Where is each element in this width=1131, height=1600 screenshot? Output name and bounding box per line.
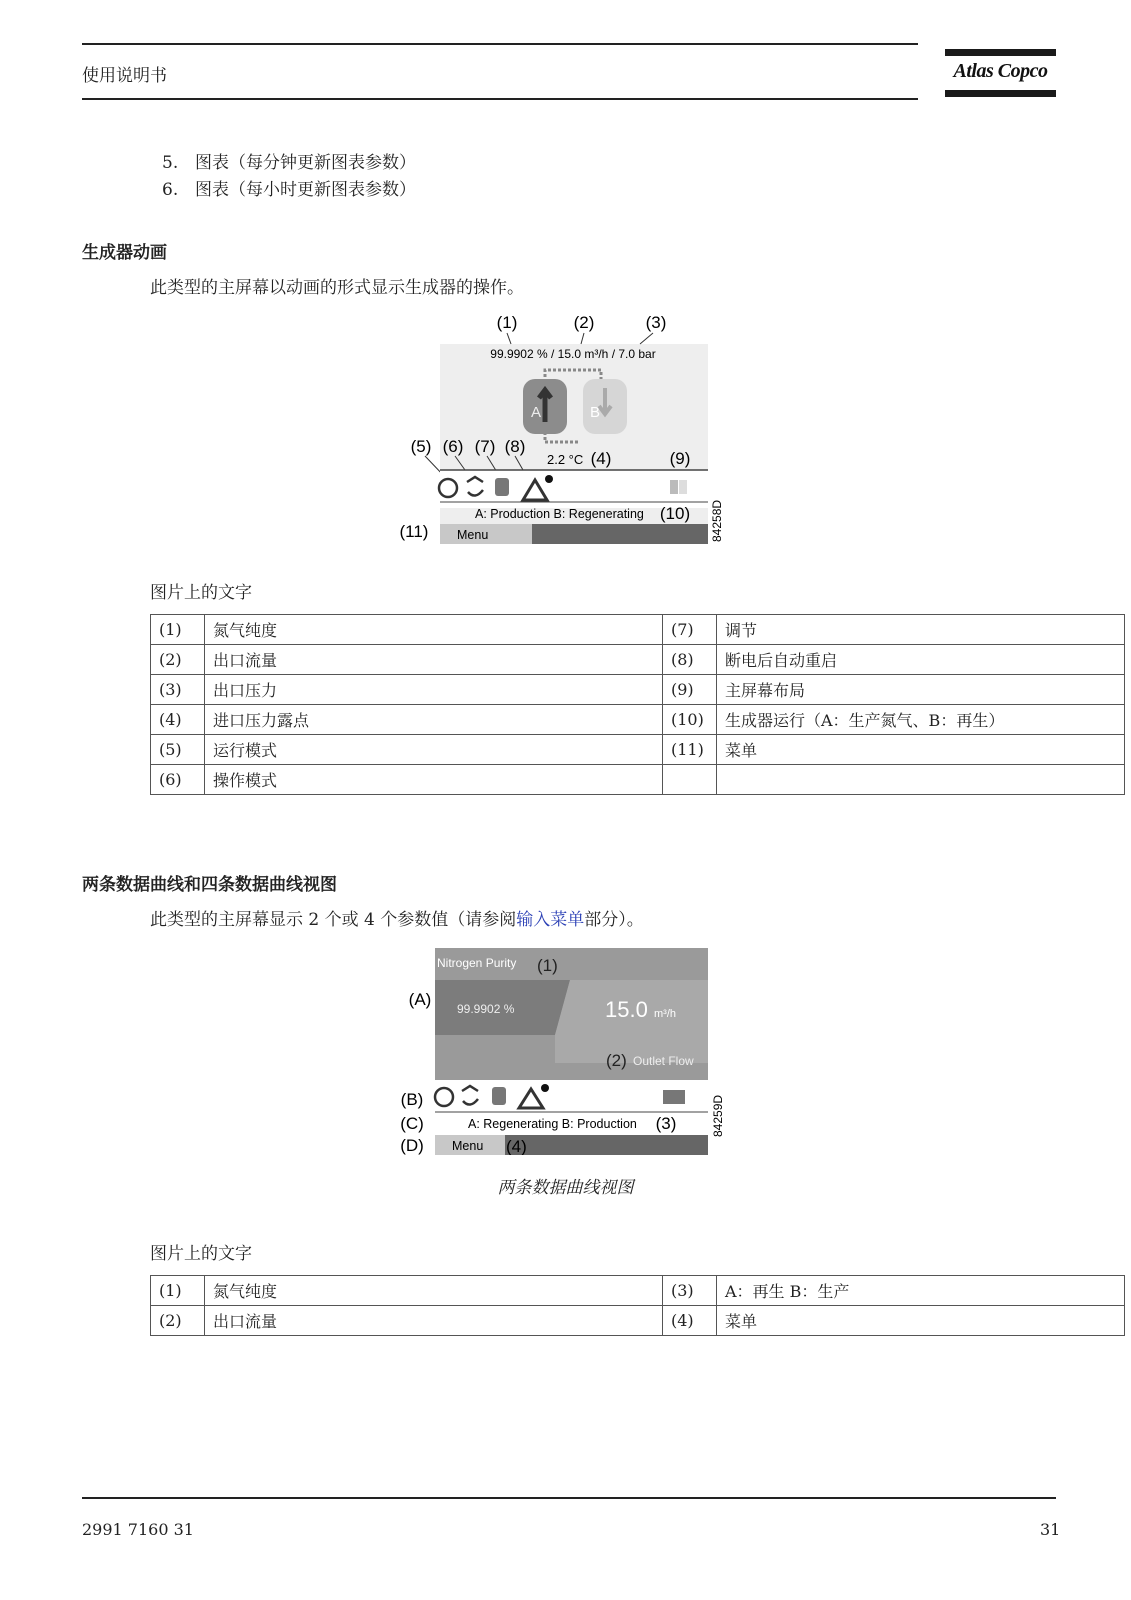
callout-1: (1) — [496, 313, 518, 332]
legend-title: 图片上的文字 — [150, 1244, 252, 1264]
table-row: (2) 出口流量 (4) 菜单 — [151, 1306, 1125, 1336]
section-description: 此类型的主屏幕显示 2 个或 4 个参数值（请参阅输入菜单部分）。 — [150, 910, 644, 930]
row-label-c: (C) — [400, 1114, 424, 1133]
section-heading: 两条数据曲线和四条数据曲线视图 — [82, 875, 337, 895]
callout-3: (3) — [655, 1114, 677, 1133]
generator-animation-figure — [395, 312, 735, 562]
callout-11: (11) — [399, 522, 429, 541]
callout-9: (9) — [669, 449, 691, 468]
temperature: 2.2 °C — [547, 452, 584, 467]
generator-state: A: Regenerating B: Production — [468, 1117, 637, 1131]
callout-5: (5) — [410, 437, 432, 456]
row-label-a: (A) — [408, 990, 432, 1009]
header-rule-bottom — [82, 98, 918, 100]
callout-2: (2) — [606, 1051, 627, 1070]
document-number: 2991 7160 31 — [82, 1520, 194, 1539]
callout-4: (4) — [590, 449, 612, 468]
callout-3: (3) — [645, 313, 667, 332]
table-row: (5) 运行模式 (11) 菜单 — [151, 735, 1125, 765]
table-row: (6) 操作模式 — [151, 765, 1125, 795]
legend-title: 图片上的文字 — [150, 583, 252, 603]
generator-state: A: Production B: Regenerating — [475, 507, 644, 521]
table-row: (1) 氮气纯度 (7) 调节 — [151, 615, 1125, 645]
hand-icon — [492, 1087, 506, 1105]
figure-caption: 两条数据曲线视图 — [497, 1178, 634, 1198]
header-rule-top — [82, 43, 918, 45]
figure-id: 84258D — [710, 499, 724, 542]
table-row: (4) 进口压力露点 (10) 生成器运行（A：生产氮气、B：再生） — [151, 705, 1125, 735]
callout-4: (4) — [506, 1137, 527, 1155]
page-number: 31 — [1040, 1520, 1061, 1539]
footer-rule — [82, 1497, 1056, 1499]
menu-label: Menu — [457, 528, 489, 542]
logo-text: Atlas Copco — [953, 60, 1048, 82]
header-title: 使用说明书 — [82, 66, 167, 86]
legend-table — [150, 614, 1125, 795]
callout-1: (1) — [537, 956, 558, 975]
section-description: 此类型的主屏幕以动画的形式显示生成器的操作。 — [150, 278, 524, 298]
vessel-a-label: A — [531, 404, 542, 421]
row-label-d: (D) — [400, 1136, 424, 1155]
table-row: (3) 出口压力 (9) 主屏幕布局 — [151, 675, 1125, 705]
section-heading: 生成器动画 — [82, 243, 167, 263]
menu-label: Menu — [452, 1139, 484, 1153]
callout-6: (6) — [442, 437, 464, 456]
callout-8: (8) — [504, 437, 526, 456]
two-curve-view-figure — [400, 945, 740, 1155]
hand-icon — [495, 478, 509, 496]
outlet-flow-title: Outlet Flow — [633, 1054, 694, 1068]
callout-10: (10) — [659, 504, 691, 523]
purity-value: 99.9902 % — [457, 1002, 515, 1016]
layout-icon — [670, 480, 678, 494]
flow-value: 15.0 — [605, 997, 648, 1022]
nitrogen-purity-title: Nitrogen Purity — [437, 956, 517, 970]
input-menu-link[interactable]: 输入菜单 — [516, 910, 585, 930]
list-item: 5. 图表（每分钟更新图表参数） — [162, 153, 416, 173]
list-item: 6. 图表（每小时更新图表参数） — [162, 180, 416, 200]
figure-id: 84259D — [711, 1094, 725, 1137]
callout-2: (2) — [573, 313, 595, 332]
callout-7: (7) — [474, 437, 496, 456]
status-line: 99.9902 % / 15.0 m³/h / 7.0 bar — [490, 347, 656, 361]
atlas-copco-logo — [945, 47, 1056, 100]
table-row: (2) 出口流量 (8) 断电后自动重启 — [151, 645, 1125, 675]
row-label-b: (B) — [400, 1090, 424, 1109]
legend-table — [150, 1275, 1125, 1336]
flow-unit: m³/h — [654, 1008, 676, 1020]
numbered-list — [162, 150, 416, 204]
table-row: (1) 氮气纯度 (3) A：再生 B：生产 — [151, 1276, 1125, 1306]
layout-icon — [663, 1090, 685, 1104]
vessel-b-label: B — [590, 404, 601, 421]
